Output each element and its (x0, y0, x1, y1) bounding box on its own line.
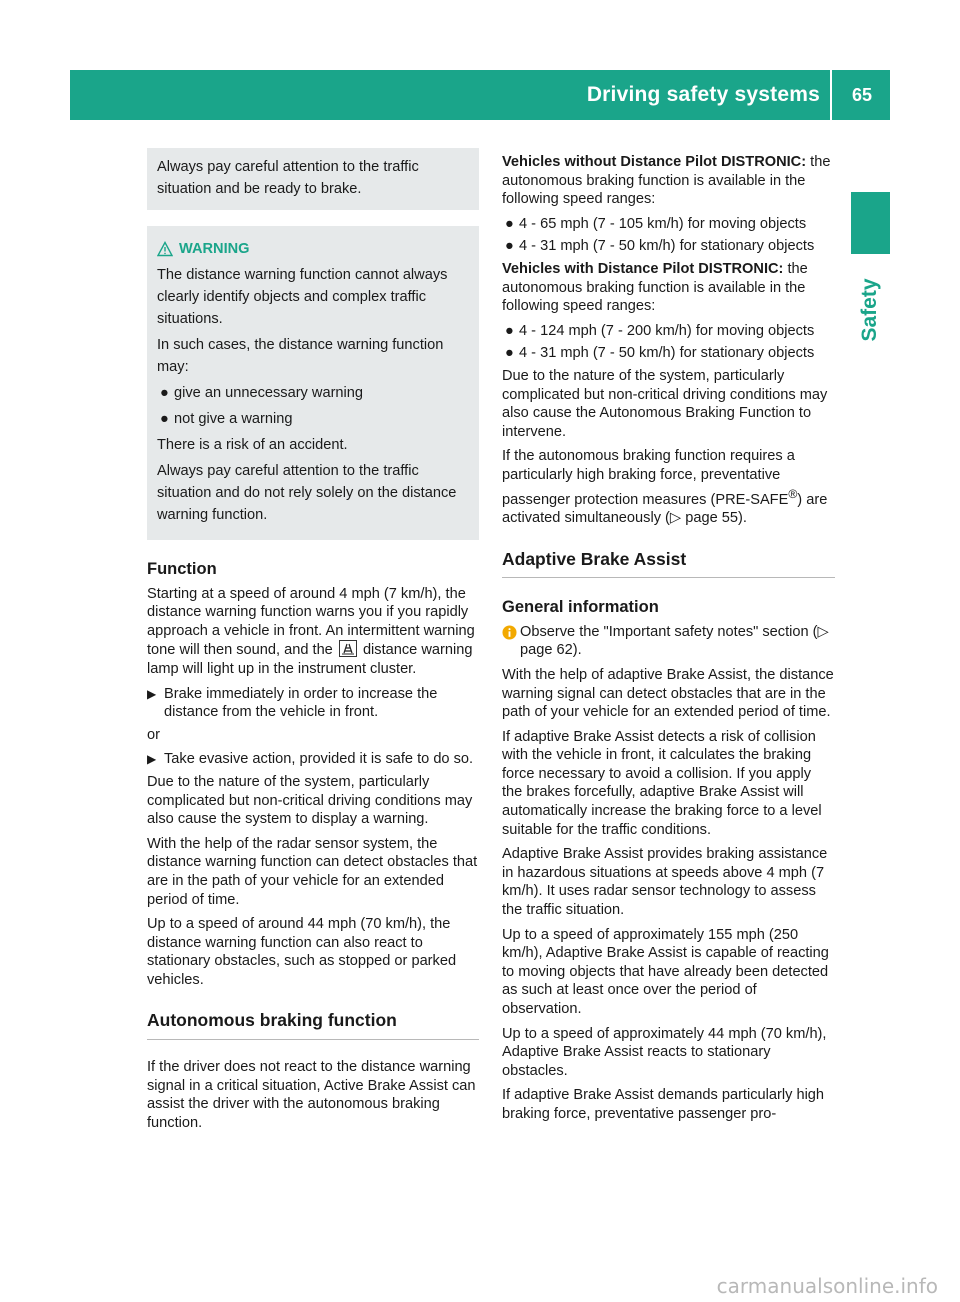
page-header (70, 70, 890, 120)
general-information-heading: General information (502, 598, 659, 617)
paragraph: With the help of the radar sensor system, the distance warning function can detect obstacles that are in the path of your vehicle for an extended period of time. (147, 835, 478, 908)
paragraph: Vehicles with Distance Pilot DISTRONIC: the autonomous braking function is available in the following speed ranges: (502, 260, 808, 315)
bullet-icon: ● (505, 215, 514, 232)
list-item: ● 4 - 65 mph (7 - 105 km/h) for moving objects (505, 215, 807, 232)
section-tab-marker (851, 192, 890, 254)
arrow-right-icon: ▶ (147, 686, 157, 701)
paragraph: Up to a speed of approximately 155 mph (250 km/h), Adaptive Brake Assist is capable of reacting to moving objects that have already been detected as such at least once over the period of observation. (502, 926, 829, 1018)
function-heading: Function (147, 560, 217, 578)
paragraph: Up to a speed of around 44 mph (70 km/h), the distance warning function can also react to stationary obstacles, such as stopped or parked vehicles. (147, 916, 457, 988)
warning-text: Always pay careful attention to the traffic situation and do not rely solely on the distance warning function. (157, 463, 457, 523)
list-item: ● 4 - 124 mph (7 - 200 km/h) for moving objects (505, 322, 815, 339)
page-title: Driving safety systems (586, 83, 820, 106)
paragraph: Due to the nature of the system, particularly complicated but non-critical driving conditions may also cause the Autonomous Braking Function to intervene. (502, 367, 828, 440)
left-column (147, 148, 479, 1138)
adaptive-brake-assist-heading: Adaptive Brake Assist (502, 550, 835, 579)
list-item: ● 4 - 31 mph (7 - 50 km/h) for stationary objects (505, 345, 815, 362)
right-column (502, 153, 835, 1130)
paragraph: Starting at a speed of around 4 mph (7 km/h), the distance warning function warns you if you rapidly approach a vehicle in front. An intermittent warning tone will then sound, and the distance warning lamp will light up in the instrument cluster. (147, 585, 475, 677)
page-number: 65 (851, 85, 872, 105)
section-label: Safety (858, 278, 881, 342)
paragraph: With the help of adaptive Brake Assist, the distance warning signal can detect obstacles that are in the path of your vehicle for an extended period of time. (502, 666, 834, 721)
warning-triangle-icon (157, 241, 173, 257)
list-item: ● not give a warning (157, 408, 469, 430)
page-ref-icon: ▷ (817, 623, 829, 640)
warning-text: In such cases, the distance warning function may: (157, 337, 444, 375)
bullet-icon: ● (160, 411, 169, 427)
info-note: Observe the "Important safety notes" section (▷ page 62). (502, 623, 835, 660)
paragraph: If adaptive Brake Assist detects a risk of collision with the vehicle in front, it calculates the braking force necessary to avoid a collision. If you apply the brakes forcefully, adaptive Brake Assist will automatically increase the braking force to a level suitable for the traffic conditions. (502, 728, 822, 838)
page-ref-link[interactable]: page 62 (520, 642, 573, 659)
warning-heading: WARNING (157, 238, 469, 260)
info-icon (502, 625, 517, 640)
bullet-icon: ● (505, 238, 514, 255)
autonomous-braking-heading: Autonomous braking function (147, 1011, 479, 1040)
watermark: carmanualsonline.info (716, 1274, 938, 1298)
warning-text: There is a risk of an accident. (157, 437, 348, 453)
header-divider (830, 70, 832, 120)
instruction-step: ▶ Take evasive action, provided it is safe to do so. (147, 751, 474, 768)
paragraph: If adaptive Brake Assist demands particularly high braking force, preventative passenger pro- (502, 1087, 825, 1122)
bullet-icon: ● (160, 385, 169, 401)
warning-box (147, 226, 479, 540)
paragraph: or (147, 726, 160, 743)
bullet-icon: ● (505, 345, 514, 362)
paragraph: If the autonomous braking function requires a particularly high braking force, preventative passenger protection measures (PRE-SAFE®) are activated simultaneously (▷ page 55). (502, 448, 828, 526)
paragraph: Up to a speed of approximately 44 mph (70 km/h), Adaptive Brake Assist reacts to stationary obstacles. (502, 1025, 827, 1079)
distance-warning-lamp-icon (339, 640, 357, 657)
paragraph: If the driver does not react to the distance warning signal in a critical situation, Active Brake Assist can assist the driver with the autonomous braking function. (147, 1059, 476, 1131)
list-item: ● 4 - 31 mph (7 - 50 km/h) for stationary objects (505, 238, 815, 255)
instruction-step: ▶ Brake immediately in order to increase the distance from the vehicle in front. (147, 685, 438, 721)
page-ref-icon: ▷ (669, 509, 682, 526)
paragraph: Adaptive Brake Assist provides braking assistance in hazardous situations at speeds above 4 mph (7 km/h). It uses radar sensor technology to assess the traffic situation. (502, 846, 828, 919)
warning-text: The distance warning function cannot always clearly identify objects and complex traffic situations. (157, 267, 448, 327)
page-ref-link[interactable]: page 55 (685, 509, 738, 526)
paragraph: Vehicles without Distance Pilot DISTRONIC: the autonomous braking function is available in the following speed ranges: (502, 154, 831, 208)
arrow-right-icon: ▶ (147, 752, 157, 767)
paragraph: Due to the nature of the system, particularly complicated but non-critical driving conditions may also cause the system to display a warning. (147, 773, 473, 828)
bullet-icon: ● (505, 322, 514, 339)
note-box: Always pay careful attention to the traffic situation and be ready to brake. (147, 148, 479, 210)
list-item: ● give an unnecessary warning (157, 382, 469, 404)
